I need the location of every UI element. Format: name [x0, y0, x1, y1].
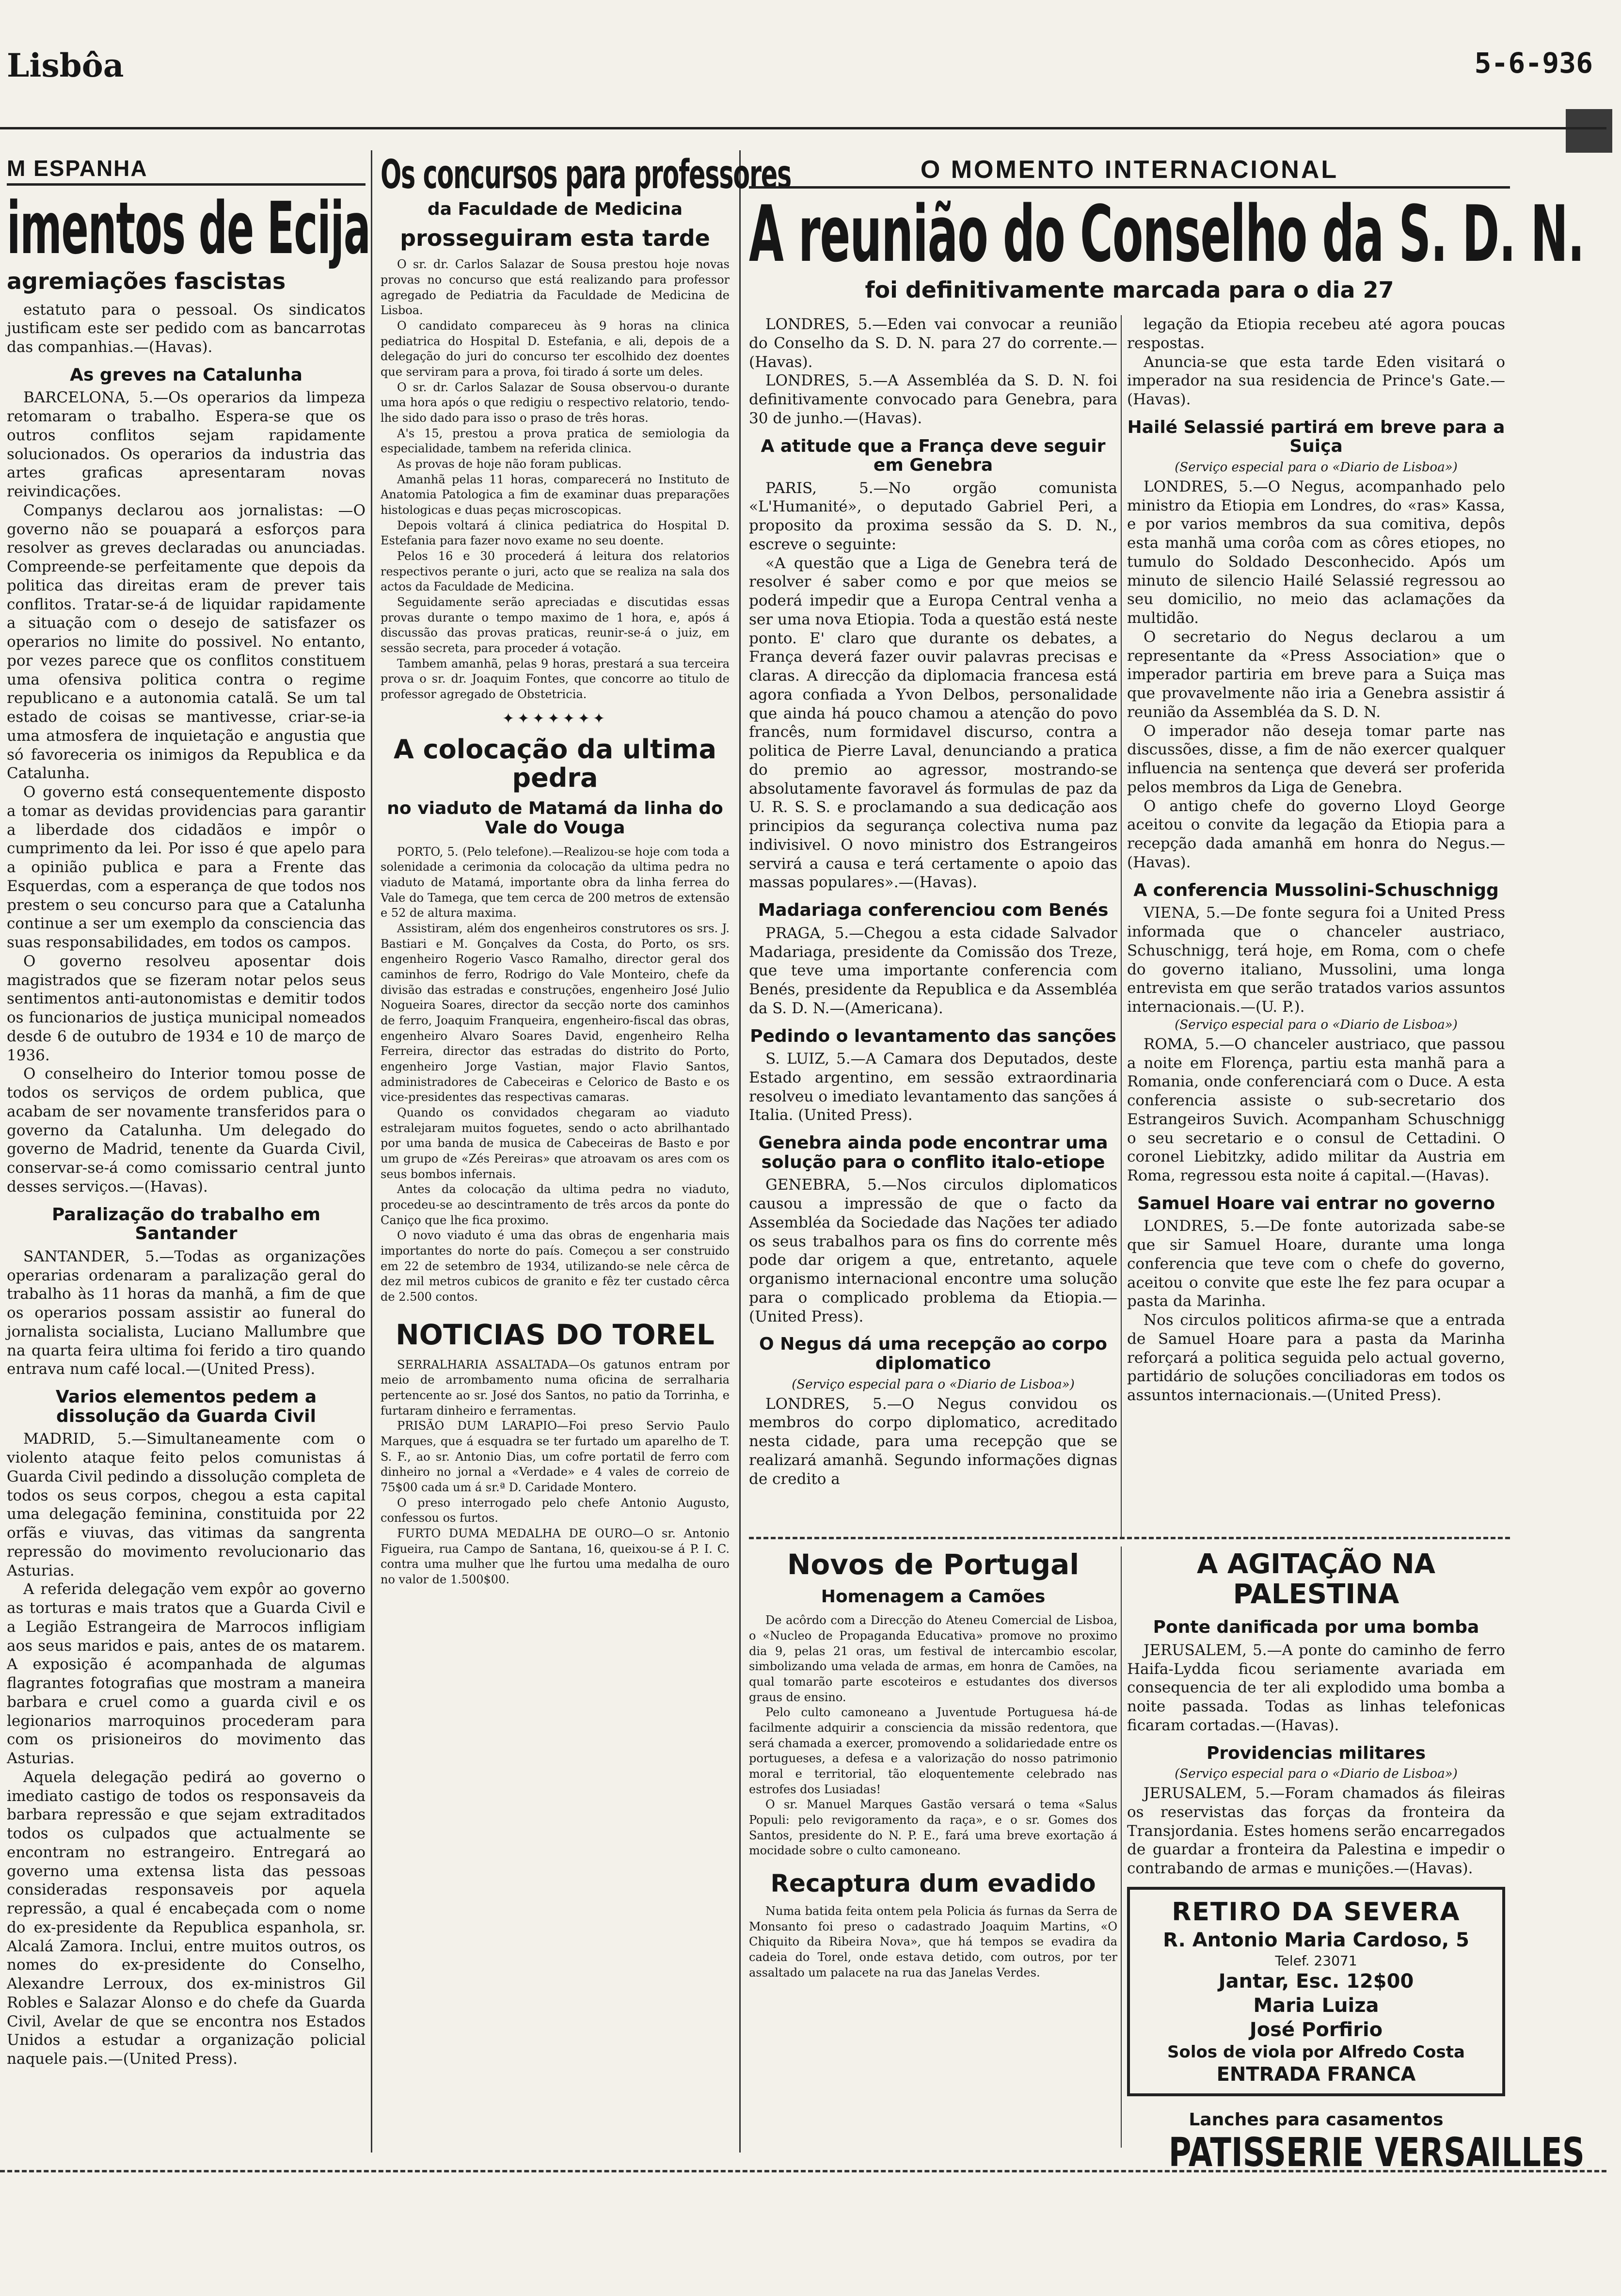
- paragraph: Antes da colocação da ultima pedra no viaduto, procedeu-se ao descintramento de três arcos da ponte do Caniço que lhe fica proximo.: [381, 1182, 730, 1227]
- paragraph: FURTO DUMA MEDALHA DE OURO—O sr. Antonio Figueira, rua Campo de Santana, 16, queixou-se á P. I. C. contra uma mulher que lhe furtou uma medalha de ouro no valor de 1.500$00.: [381, 1526, 730, 1586]
- section-heading: As greves na Catalunha: [70, 365, 302, 385]
- masthead-paper-name: Lisbôa: [7, 47, 124, 84]
- credit-line: (Serviço especial para o «Diario de Lisboa»): [1175, 460, 1458, 475]
- section-heading: Madariaga conferenciou com Benés: [758, 900, 1109, 921]
- paragraph: Seguidamente serão apreciadas e discutidas essas provas durante o tempo maximo de 1 hora, e, após á discussão das provas praticas, reunir-se-á o juiz, em sessão secreta, para proceder á votação.: [381, 595, 730, 655]
- paragraph: As provas de hoje não foram publicas.: [397, 457, 622, 471]
- paragraph: ROMA, 5.—O chanceler austriaco, que passou a noite em Florença, partiu esta manhã para a Romania, onde conferenciará com o Duce. A esta conferencia assiste o sub-secretario dos Estrangeiros Suvich. Acompanham Schuschnigg o seu secretario e o consul de Cettadini. O coronel Liebitzky, adido militar da Austria em Roma, regressou esta noite á capital.—(Havas).: [1127, 1035, 1505, 1185]
- section-divider: [749, 1537, 1510, 1539]
- article-novos-portugal: [749, 1547, 1117, 1981]
- paragraph: SERRALHARIA ASSALTADA—Os gatunos entram por meio de arrombamento numa oficina de serralharia pertencente ao sr. José dos Santos, no patio da Torrinha, e furtaram dinheiro e ferramentas.: [381, 1357, 730, 1418]
- section-heading: Varios elementos pedem a dissolução da Guarda Civil: [55, 1387, 317, 1426]
- bottom-rule: [0, 2170, 1606, 2172]
- corner-decoration: [1566, 109, 1612, 153]
- ad-line: Jantar, Esc. 12$00: [1218, 1970, 1414, 1993]
- column-divider: [1121, 315, 1122, 1537]
- section-heading: Hailé Selassié partirá em breve para a Suiça: [1127, 417, 1505, 457]
- ad-line: ENTRADA FRANCA: [1216, 2063, 1416, 2086]
- paragraph: Depois voltará á clinica pediatrica do Hospital D. Estefania para fazer novo exame no seu doente.: [381, 518, 730, 548]
- section-kicker: M ESPANHA: [7, 155, 366, 186]
- article-palestina: [1127, 1547, 1585, 2176]
- article-subhead: foi definitivamente marcada para o dia 27: [865, 277, 1394, 303]
- paragraph: Quando os convidados chegaram ao viaduto estralejaram muitos foguetes, sendo o acto abrilhantado por uma banda de musica de Cabeceiras de Basto e por um grupo de «Zés Pereiras» que atroavam os ares com os seus bombos infernais.: [381, 1106, 730, 1181]
- paragraph: Pelo culto camoneano a Juventude Portuguesa há-de facilmente adquirir a consciencia da missão redentora, que será chamada a exercer, promovendo a solidariedade entre os portugueses, a defesa e a valorização do nosso patrimonio moral e territorial, tão eloquentemente celebrado nas estrofes dos Lusiadas!: [749, 1706, 1117, 1796]
- article-headline: A reunião do Conselho da S. D. N.: [749, 189, 1584, 279]
- credit-line: (Serviço especial para o «Diario de Lisboa»): [792, 1377, 1075, 1392]
- credit-line: (Serviço especial para o «Diario de Lisboa»): [1175, 1767, 1458, 1782]
- paragraph: JERUSALEM, 5.—Foram chamados ás fileiras os reservistas das forças da fronteira da Transjordania. Estes homens serão encarregados de guardar a fronteira da Palestina e impedir o contrabando de armas e munições.—(Havas).: [1127, 1785, 1505, 1878]
- paragraph: Pelos 16 e 30 procederá á leitura dos relatorios respectivos perante o juri, acto que se realiza na sala dos actos da Faculdade de Medicina.: [381, 549, 730, 594]
- paragraph: Numa batida feita ontem pela Policia ás furnas da Serra de Monsanto foi preso o cadastrado Joaquim Martins, «O Chiquito da Ribeira Nova», que há tempos se evadira da cadeia do Torel, onde estava detido, com outros, por ter assaltado um palacete na rua das Janelas Verdes.: [749, 1904, 1117, 1979]
- article-sdn-right: [1127, 315, 1505, 1405]
- paragraph: LONDRES, 5.—A Assembléa da S. D. N. foi definitivamente convocado para Genebra, para 30 de junho.—(Havas).: [749, 372, 1117, 427]
- article-headline: imentos de Ecija: [7, 187, 370, 270]
- section-heading: Paralização do trabalho em Santander: [51, 1204, 321, 1244]
- article-subhead: agremiações fascistas: [7, 268, 286, 294]
- paragraph: Nos circulos politicos afirma-se que a entrada de Samuel Hoare para a pasta da Marinha reforçará a politica seguida pelo actual governo, partidário de soluções conciliadoras em todos os assuntos internacionais.—(United Press).: [1127, 1311, 1505, 1404]
- paragraph: O governo resolveu aposentar dois magistrados que se fizeram notar pelos seus sentimentos anti-autonomistas e demitir todos os funcionarios de justiça municipal nomeados desde 6 de outubro de 1934 e 10 de março de 1936.: [7, 952, 366, 1064]
- paragraph: O antigo chefe do governo Lloyd George aceitou o convite da legação da Etiopia para a recepção dada amanhã em honra do Negus.—(Havas).: [1127, 797, 1505, 871]
- paragraph: A's 15, prestou a prova pratica de semiologia da especialidade, tambem na referida clinica.: [381, 426, 730, 456]
- paragraph: SANTANDER, 5.—Todas as organizações operarias ordenaram a paralização geral do trabalho às 11 horas da manhã, a fim de que os operarios possam assistir ao funeral do jornalista socialista, Luciano Mallumbre que na quarta feira ultima foi ferido a tiro quando entrava num café local.—(United Press).: [7, 1247, 366, 1378]
- ad-line: José Porfirio: [1249, 2018, 1383, 2041]
- paragraph: PARIS, 5.—No orgão comunista «L'Humanité», o deputado Gabriel Peri, a proposito da proxima sessão da S. D. N., escreve o seguinte:: [749, 479, 1117, 553]
- paragraph: LONDRES, 5.—O Negus convidou os membros do corpo diplomatico, acreditado nesta cidade, para uma recepção que se realizará amanhã. Segundo informações dignas de credito a: [749, 1395, 1117, 1488]
- section-kicker: O MOMENTO INTERNACIONAL: [749, 155, 1510, 189]
- paragraph: LONDRES, 5.—Eden vai convocar a reunião do Conselho da S. D. N. para 27 do corrente.—(Havas).: [749, 316, 1117, 371]
- top-rule: [0, 127, 1606, 129]
- paragraph: S. LUIZ, 5.—A Camara dos Deputados, deste Estado argentino, em sessão extraordinaria resolveu o imediato levantamento das sanções á Italia. (United Press).: [749, 1050, 1117, 1124]
- article-headline: A colocação da ultima pedra: [394, 733, 716, 794]
- ad-brand: PATISSERIE VERSAILLES: [1168, 2130, 1585, 2176]
- article-concursos: [381, 152, 792, 1588]
- section-heading: O Negus dá uma recepção ao corpo diplomatico: [759, 1334, 1108, 1373]
- article-headline: Novos de Portugal: [787, 1548, 1080, 1581]
- article-headline: A AGITAÇÃO NA PALESTINA: [1197, 1548, 1435, 1610]
- ad-title: RETIRO DA SEVERA: [1172, 1897, 1461, 1927]
- paragraph: O imperador não deseja tomar parte nas discussões, disse, a fim de não exercer qualquer influencia na sentença que deverá ser proferida pelos membros da Liga de Genebra.: [1127, 722, 1505, 796]
- paragraph: De acôrdo com a Direcção do Ateneu Comercial de Lisboa, o «Nucleo de Propaganda Educativa» promove no proximo dia 9, pelas 21 oras, um festival de intercambio escolar, simbolizando uma velada de armas, em honra de Camões, na qual tomarão parte escoteiros e estudantes dos diversos graus de ensino.: [749, 1613, 1117, 1704]
- article-headline: NOTICIAS DO TOREL: [396, 1318, 715, 1351]
- masthead-date: 5-6-936: [1474, 47, 1593, 80]
- paragraph: legação da Etiopia recebeu até agora poucas respostas.: [1127, 316, 1505, 352]
- article-subhead: Homenagem a Camões: [821, 1586, 1046, 1607]
- article-subhead: no viaduto de Matamá da linha do Vale do Vouga: [387, 798, 723, 838]
- paragraph: LONDRES, 5.—O Negus, acompanhado pelo ministro da Etiopia em Londres, do «ras» Kassa, e por varios membros da sua comitiva, depôs esta manhã uma corôa com as côres etiopes, no tumulo do Soldado Desconhecido. Após um minuto de silencio Hailé Selassié regressou ao seu domicilio, no meio das aclamações da multidão.: [1127, 478, 1505, 627]
- section-heading: Samuel Hoare vai entrar no governo: [1137, 1193, 1495, 1213]
- article-sdn-left: [749, 315, 1117, 1488]
- paragraph: Aquela delegação pedirá ao governo o imediato castigo de todos os responsaveis da barbara repressão e que sejam extraditados todos os culpados que actualmente se encontram no estrangeiro. Entregará ao governo uma extensa lista das pessoas consideradas responsaveis por aquela repressão, a qual é encabeçada com o nome do ex-presidente da Republica espanhola, sr. Alcalá Zamora. Inclui, entre muitos outros, os nomes do ex-presidente do Conselho, Alexandre Lerroux, dos ex-ministros Gil Robles e Salazar Alonso e do chefe da Guarda Civil, Avelar de que se encontra nos Estados Unidos a estudar a organização policial naquele pais.—(United Press).: [7, 1768, 366, 2068]
- paragraph: O preso interrogado pelo chefe Antonio Augusto, confessou os furtos.: [381, 1496, 730, 1525]
- paragraph: MADRID, 5.—Simultaneamente com o violento ataque feito pelos comunistas á Guarda Civil pedindo a dissolução completa de todos os seus corpos, chegou a esta capital uma delegação feminina, constituida por 22 orfãs e viuvas, das vitimas da sangrenta repressão do movimento revolucionario das Asturias.: [7, 1430, 366, 1579]
- ad-tagline: Lanches para casamentos: [1189, 2110, 1444, 2130]
- paragraph: A referida delegação vem expôr ao governo as torturas e mais tratos que a Guarda Civil e a Legião Estrangeira de Marrocos infligiam aos seus maridos e pais, antes de os matarem. A exposição é acompanhada de algumas flagrantes fotografias que mostram a maneira barbara e cruel como a guarda civil e os legionarios marroquinos procederam para com os prisioneiros do movimento das Asturias.: [7, 1580, 366, 1768]
- section-heading: A atitude que a França deve seguir em Genebra: [761, 436, 1106, 476]
- ad-address: R. Antonio Maria Cardoso, 5: [1163, 1929, 1469, 1951]
- paragraph: O candidato compareceu às 9 horas na clinica pediatrica do Hospital D. Estefania, e ali, depois de a delegação do juri do concurso ter escolhido dez doentes que serviram para a prova, foi tirado á sorte um deles.: [381, 319, 730, 379]
- column-divider: [739, 150, 741, 2152]
- column-divider: [371, 150, 372, 2152]
- section-heading: A conferencia Mussolini-Schuschnigg: [1133, 880, 1499, 900]
- paragraph: JERUSALEM, 5.—A ponte do caminho de ferro Haifa-Lydda ficou seriamente avariada em consequencia de ter ali explodido uma bomba a noite passada. Todas as linhas telefonicas ficaram cortadas.—(Havas).: [1127, 1641, 1505, 1734]
- article-headline: Os concursos para professores: [381, 152, 792, 198]
- paragraph: O secretario do Negus declarou a um representante da «Press Association» que o imperador partiria em breve para a Suiça mas que provavelmente não iria a Genebra assistir á reunião da Assembléa da S. D. N.: [1127, 628, 1505, 721]
- article-headline: Recaptura dum evadido: [770, 1869, 1096, 1898]
- paragraph: Tambem amanhã, pelas 9 horas, prestará a sua terceira prova o sr. dr. Joaquim Fontes, que concorre ao titulo de professor agregado de Obstetricia.: [381, 656, 730, 701]
- paragraph: O conselheiro do Interior tomou posse de todos os serviços de ordem publica, que acabam de ser novamente transferidos para o governo da Catalunha. Um delegado do governo de Madrid, tenente da Guarda Civil, conservar-se-á como comissario central junto desses serviços.—(Havas).: [7, 1065, 366, 1196]
- article-subhead: da Faculdade de Medicina: [427, 199, 683, 219]
- paragraph: Companys declarou aos jornalistas: —O governo não se pouapará a esforços para resolver as greves declaradas ou anunciadas. Compreende-se perfeitamente que depois da politica das direitas eram de prever tais conflitos. Tratar-se-á de liquidar rapidamente a situação com o desejo de satisfazer os operarios no limite do possivel. No entanto, por vezes parece que os conflitos constituem uma ofensiva politica contra o regime republicano e a autonomia catalã. Se um tal estado de coisas se mantivesse, criar-se-ia uma atmosfera de inquietação e angustia que só favoreceria os inimigos da Republica e da Catalunha.: [7, 501, 366, 782]
- paragraph: Assistiram, além dos engenheiros construtores os srs. J. Bastiari e M. Gonçalves da Costa, do Porto, os srs. engenheiro Rogerio Vasco Ramalho, director geral dos caminhos de ferro, Rodrigo do Vale Monteiro, chefe da divisão das estradas e construções, engenheiro José Julio Nogueira Soares, director da secção norte dos caminhos de ferro, Joaquim Franqueira, engenheiro-fiscal das obras, engenheiro Alvaro Soares David, engenheiro Relha Ferreira, director das estradas do distrito do Porto, engenheiro Jorge Vastian, major Flavio Santos, administradores de Cabeceiras e Celorico de Basto e os vice-presidentes das respectivas camaras.: [381, 922, 730, 1104]
- paragraph: PRAGA, 5.—Chegou a esta cidade Salvador Madariaga, presidente da Comissão dos Treze, que teve uma importante conferencia com Benés, presidente da Republica e da Assembléa da S. D. N.—(Americana).: [749, 924, 1117, 1017]
- paragraph: O novo viaduto é uma das obras de engenharia mais importantes do norte do país. Começou a ser construido em 22 de setembro de 1934, utilizando-se nele cêrca de dez mil metros cubicos de granito e fêz ter custado cêrca de 2.500 contos.: [381, 1228, 730, 1304]
- paragraph: «A questão que a Liga de Genebra terá de resolver é saber como e por que meios se poderá impedir que a Europa Central venha a ser uma nova Etiopia. Toda a questão está neste ponto. E' claro que durante os debates, a França deverá fazer ouvir palavras precisas e claras. A direcção da diplomacia francesa está agora confiada a Yvon Delbos, personalidade que ainda há pouco chamou a atenção do povo francês, num formidavel discurso, contra a politica de Pierre Laval, denunciando a pratica do premio ao agressor, mostrando-se absolutamente favoravel ás formulas de paz da U. R. S. S. e proclamando a sua dedicação aos principios da segurança colectiva numa paz indivisivel. O novo ministro dos Estrangeiros servirá a causa e terá certamente o apoio das massas populares».—(Havas).: [749, 554, 1117, 892]
- section-heading: Ponte danificada por uma bomba: [1153, 1617, 1479, 1638]
- article-espanha: [7, 155, 370, 2069]
- ornament-divider: ✦✦✦✦✦✦✦: [502, 710, 608, 727]
- ad-line: Solos de viola por Alfredo Costa: [1167, 2042, 1465, 2062]
- section-heading: Pedindo o levantamento das sanções: [750, 1026, 1116, 1046]
- paragraph: Amanhã pelas 11 horas, comparecerá no Instituto de Anatomia Patologica a fim de examinar duas preparações histologicas e duas peças microscopicas.: [381, 472, 730, 517]
- section-heading: Genebra ainda pode encontrar uma solução para o conflito italo-etiope: [758, 1133, 1108, 1172]
- paragraph: estatuto para o pessoal. Os sindicatos justificam este ser pedido com as bancarrotas das companhias.—(Havas).: [7, 301, 366, 356]
- paragraph: O sr. Manuel Marques Gastão versará o tema «Salus Populi: pelo revigoramento da raça», e o sr. Gomes dos Santos, presidente do N. P. E., fará uma breve exortação á mocidade sobre o culto camoneano.: [749, 1798, 1117, 1858]
- paragraph: GENEBRA, 5.—Nos circulos diplomaticos causou a impressão de que o facto da Assembléa da Sociedade das Nações ter adiado os seus trabalhos para os fins do corrente mês pode dar origem a que, entretanto, aquele organismo internacional encontre uma solução para o complicado problema da Etiopia.—(United Press).: [749, 1176, 1117, 1325]
- column-divider: [1121, 1547, 1122, 2148]
- credit-line: (Serviço especial para o «Diario de Lisboa»): [1175, 1017, 1458, 1032]
- paragraph: O governo está consequentemente disposto a tomar as devidas providencias para garantir a liberdade dos cidadãos e impôr o cumprimento da lei. Por isso é que apelo para a opinião publica e para a Frente das Esquerdas, com a esperança de que todos nos prestem o seu concurso para que a Catalunha continue a ser um exemplo da consciencia das suas responsabilidades, em todos os campos.: [7, 783, 366, 952]
- paragraph: LONDRES, 5.—De fonte autorizada sabe-se que sir Samuel Hoare, durante uma longa conferencia que teve com o chefe do governo, aceitou o convite que este lhe fez para ocupar a pasta da Marinha.: [1127, 1217, 1505, 1310]
- advertisement-retiro-severa: [1127, 1887, 1505, 2097]
- paragraph: PORTO, 5. (Pelo telefone).—Realizou-se hoje com toda a solenidade a cerimonia da colocação da ultima pedra no viaduto de Matamá, importante obra da linha ferrea do Vale do Tamega, que tem cerca de 200 metros de extensão e 52 de altura maxima.: [381, 845, 730, 920]
- paragraph: PRISÃO DUM LARAPIO—Foi preso Servio Paulo Marques, que á esquadra se ter furtado um aparelho de T. S. F., ao sr. Antonio Dias, um cofre portatil de ferro com dinheiro no jornal a «Verdade» e 4 vales de correio de 75$00 cada um á sr.ª D. Caridade Montero.: [381, 1419, 730, 1494]
- paragraph: O sr. dr. Carlos Salazar de Sousa observou-o durante uma hora após o que redigiu o respectivo relatorio, tendo-lhe sido dado para isso o praso de três horas.: [381, 380, 730, 425]
- ad-line: Maria Luiza: [1253, 1994, 1379, 2017]
- paragraph: BARCELONA, 5.—Os operarios da limpeza retomaram o trabalho. Espera-se que os outros conflitos sejam rapidamente solucionados. Os operarios da industria das artes graficas apresentaram novas reivindicações.: [7, 389, 366, 501]
- section-heading: Providencias militares: [1206, 1743, 1426, 1763]
- paragraph: Anuncia-se que esta tarde Eden visitará o imperador na sua residencia de Prince's Gate.—(Havas).: [1127, 353, 1505, 408]
- article-sdn-header: [749, 155, 1584, 309]
- ad-phone: Telef. 23071: [1275, 1952, 1357, 1969]
- paragraph: O sr. dr. Carlos Salazar de Sousa prestou hoje novas provas no concurso que está realizando para professor agregado de Pediatria da Faculdade de Medicina de Lisboa.: [381, 257, 730, 318]
- paragraph: VIENA, 5.—De fonte segura foi a United Press informada que o chanceler austriaco, Schuschnigg, terá hoje, em Roma, com o chefe do governo italiano, Mussolini, uma longa entrevista em que serão tratados varios assuntos internacionais.—(U. P.).: [1127, 904, 1505, 1016]
- article-subhead: prosseguiram esta tarde: [400, 224, 710, 251]
